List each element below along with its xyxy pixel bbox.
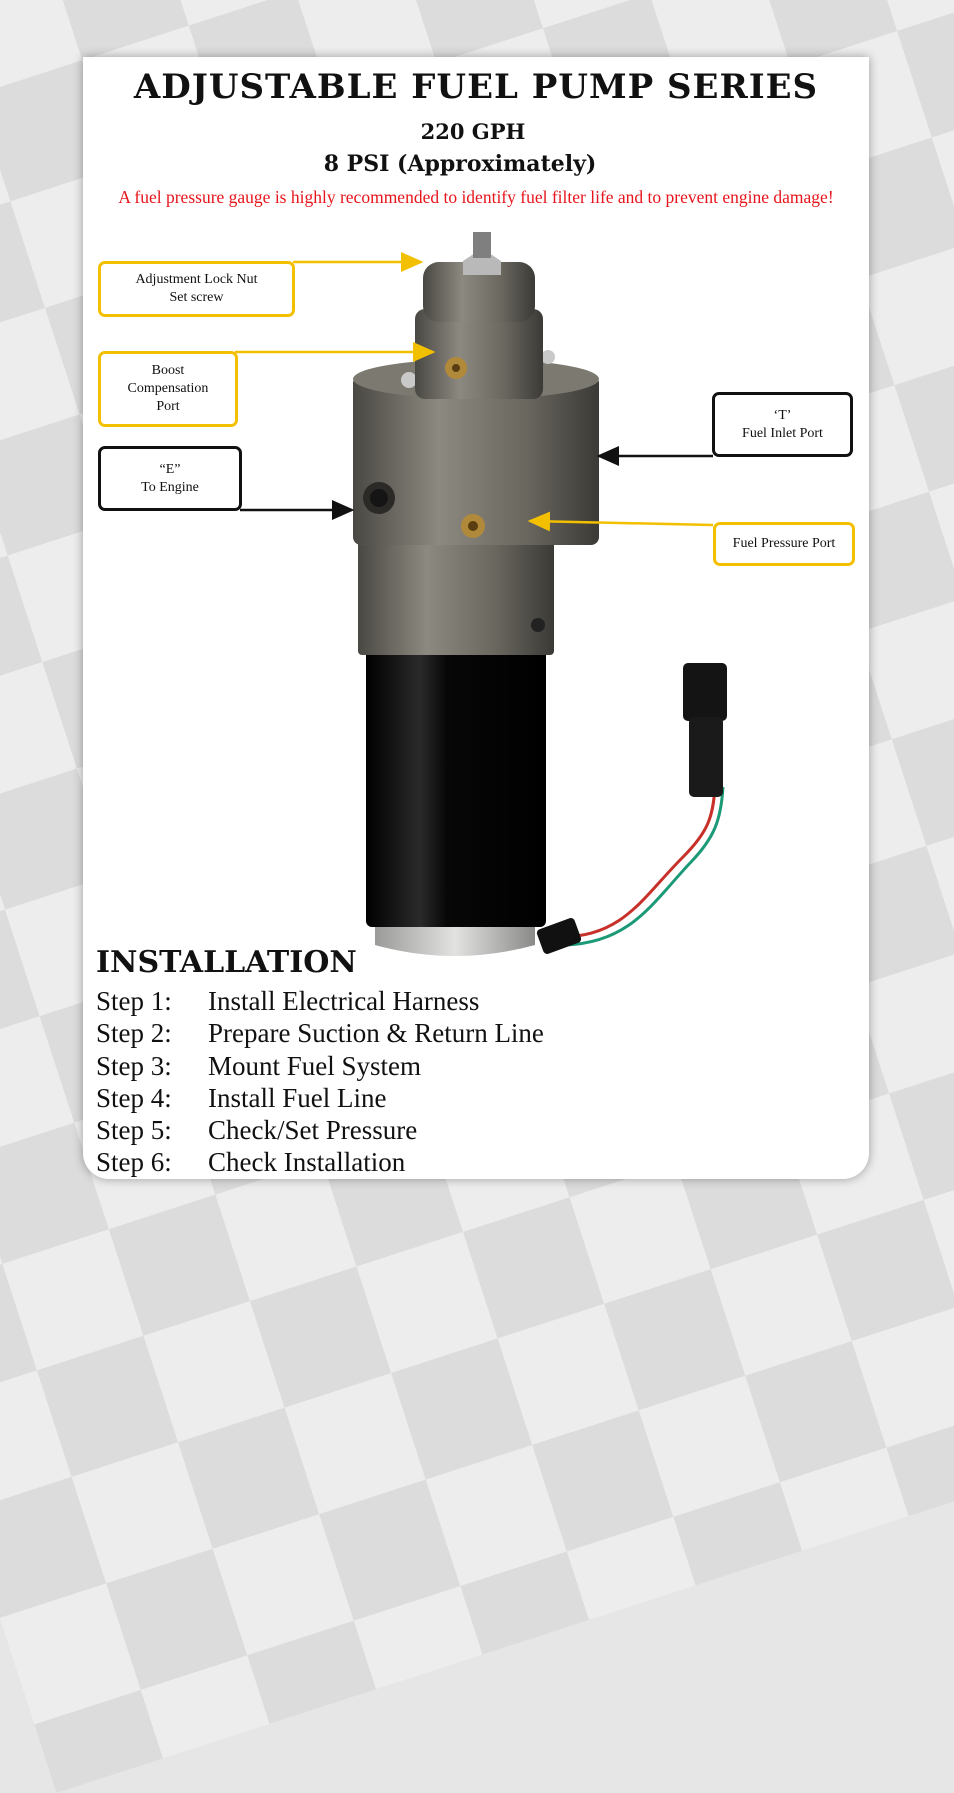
callout-adjustment-lock-nut <box>98 261 295 317</box>
step-text: Check/Set Pressure <box>208 1115 418 1146</box>
callout-engine-line1: “E” <box>159 461 181 477</box>
callout-boost-port <box>98 351 238 427</box>
callout-boost-line1: Boost <box>151 363 185 378</box>
callout-to-engine <box>98 446 242 511</box>
step-number: Step 6: <box>96 1147 172 1178</box>
list-item <box>96 1083 544 1115</box>
pressure-rating: 8 PSI (Approximately) <box>323 151 597 177</box>
document-page <box>83 57 869 1179</box>
step-text: Prepare Suction & Return Line <box>208 1018 544 1049</box>
callout-adjustment-line1: Adjustment Lock Nut <box>135 272 258 287</box>
step-text: Install Electrical Harness <box>208 986 480 1016</box>
step-number: Step 3: <box>96 1050 172 1081</box>
callout-pressure-port-text: Fuel Pressure Port <box>732 536 836 551</box>
pressure-regulator <box>415 309 543 399</box>
list-item <box>96 986 544 1018</box>
step-text: Install Fuel Line <box>208 1082 387 1113</box>
callout-fuel-inlet <box>712 392 853 457</box>
list-item <box>96 1018 544 1050</box>
callout-boost-line3: Port <box>156 399 180 414</box>
step-text: Mount Fuel System <box>208 1050 422 1081</box>
step-text: Check Installation <box>208 1147 406 1178</box>
pump-canister <box>366 632 546 927</box>
installation-heading: INSTALLATION <box>96 945 357 980</box>
set-screw <box>473 232 491 258</box>
list-item <box>96 1115 544 1147</box>
list-item <box>96 1147 544 1179</box>
flow-rate: 220 GPH <box>420 119 526 144</box>
step-number: Step 1: <box>96 986 172 1016</box>
callout-inlet-line1: ‘T’ <box>773 407 792 423</box>
page-title: ADJUSTABLE FUEL PUMP SERIES <box>133 67 819 107</box>
list-item <box>96 1051 544 1083</box>
pump-lower-housing <box>358 537 554 655</box>
callout-engine-line2: To Engine <box>141 479 199 495</box>
callout-boost-line2: Compensation <box>127 381 209 396</box>
electrical-connector <box>683 663 727 721</box>
step-number: Step 4: <box>96 1082 172 1113</box>
step-number: Step 5: <box>96 1115 172 1146</box>
step-number: Step 2: <box>96 1018 172 1049</box>
installation-steps <box>96 986 544 1180</box>
callout-adjustment-line2: Set screw <box>169 290 224 305</box>
warning-text: A fuel pressure gauge is highly recommended to identify fuel filter life and to prevent engine damage! <box>118 187 834 207</box>
callout-fuel-pressure-port <box>713 522 855 566</box>
callout-inlet-line2: Fuel Inlet Port <box>742 425 823 441</box>
